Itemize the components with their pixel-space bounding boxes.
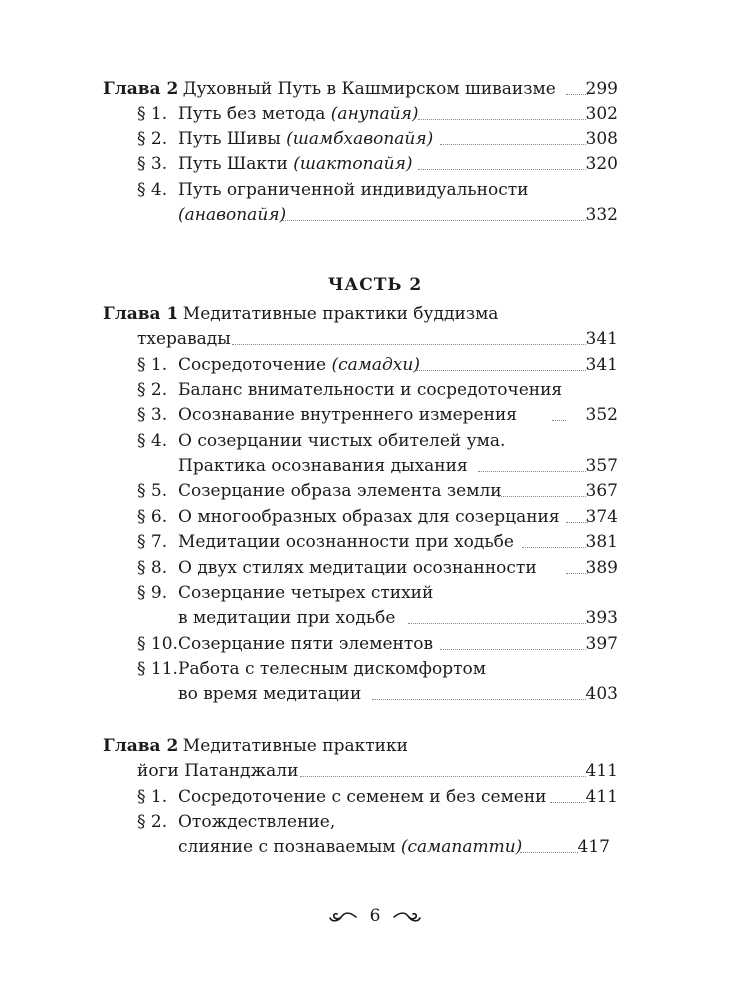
section-title: Созерцание четырех стихий [178,583,434,603]
chapter-heading-continuation [0,758,750,784]
section-number: § 8. [137,558,168,578]
section-number: § 3. [137,154,168,174]
section-entry [0,656,750,682]
section-title: в медитации при ходьбе [178,608,396,628]
section-number: § 2. [137,129,168,149]
section-number: § 4. [137,431,168,451]
section-number: § 10. [137,634,178,654]
section-entry [0,504,750,530]
section-number: § 4. [137,180,168,200]
part-title: ЧАСТЬ 2 [327,275,423,295]
section-number: § 1. [137,787,168,807]
chapter-label: Глава 1 [103,304,179,324]
page-number: 299 [585,79,618,99]
section-term: (анавопайя) [178,205,287,225]
chapter-title: тхеравады [137,329,231,349]
section-title: Путь ограниченной индивидуальности [178,180,529,200]
section-entry [0,377,750,403]
page-number: 389 [585,558,618,578]
section-term: (анупайя) [330,104,419,124]
section-title: О созерцании чистых обителей ума. [178,431,506,451]
section-title: Осознавание внутреннего измерения [178,405,517,425]
chapter-title: . Медитативные практики [172,736,408,756]
page-number: 302 [585,104,618,124]
dot-leader [282,220,586,221]
dot-leader [300,776,586,777]
page-number: 393 [585,608,618,628]
section-entry [0,580,750,606]
section-number: § 9. [137,583,168,603]
section-title: Медитации осознанности при ходьбе [178,532,514,552]
section-number: § 7. [137,532,168,552]
section-term: (самапатти) [400,837,523,857]
section-entry-continuation [0,453,750,479]
chapter-heading-continuation [0,326,750,352]
section-title: слияние с познаваемым (самапатти) [178,837,523,857]
section-term: (шактопайя) [293,154,413,174]
chapter-heading [0,733,750,759]
page-number: 6 [369,906,381,926]
section-entry [0,809,750,835]
page-number: 411 [585,787,618,807]
page-number: 374 [585,507,618,527]
section-title: Сосредоточение с семенем и без семени [178,787,547,807]
page-number: 411 [585,761,618,781]
section-entry-continuation [0,834,750,860]
page-number: 320 [585,154,618,174]
dot-leader [232,344,586,345]
right-ornament-icon [392,910,422,924]
page-number: 308 [585,129,618,149]
page-number: 417 [577,837,610,857]
section-title: Путь без метода (анупайя) [178,104,419,124]
page-number: 367 [585,481,618,501]
page-number: 352 [585,405,618,425]
section-number: § 3. [137,405,168,425]
folio [0,903,750,929]
section-number: § 5. [137,481,168,501]
section-title: Созерцание пяти элементов [178,634,434,654]
section-title: О многообразных образах для созерцания [178,507,560,527]
section-entry-continuation [0,605,750,631]
section-title: Сосредоточение (самадхи) [178,355,420,375]
section-number: § 6. [137,507,168,527]
section-number: § 2. [137,380,168,400]
section-entry [0,126,750,152]
left-ornament-icon [328,910,358,924]
page-number: 381 [585,532,618,552]
chapter-heading [0,301,750,327]
chapter-title: . Медитативные практики буддизма [172,304,499,324]
section-number: § 1. [137,355,168,375]
chapter-title: йоги Патанджали [137,761,299,781]
section-title: Практика осознавания дыхания [178,456,468,476]
section-entry [0,101,750,127]
chapter-heading [0,76,750,102]
section-entry [0,555,750,581]
section-title: во время медитации [178,684,362,704]
section-entry [0,352,750,378]
chapter-label: Глава 2 [103,79,179,99]
section-entry [0,784,750,810]
section-number: § 11. [137,659,178,679]
section-entry [0,631,750,657]
page-number: 332 [585,205,618,225]
section-entry-continuation [0,202,750,228]
page-number: 397 [585,634,618,654]
section-title: О двух стилях медитации осознанности [178,558,537,578]
section-entry-continuation [0,681,750,707]
section-number: § 1. [137,104,168,124]
section-number: § 2. [137,812,168,832]
chapter-title: . Духовный Путь в Кашмирском шиваизме [172,79,556,99]
section-title: Путь Шакти (шактопайя) [178,154,413,174]
section-title: Баланс внимательности и сосредоточения [178,380,563,400]
section-title: Работа с телесным дискомфортом [178,659,486,679]
dot-leader [372,699,586,700]
section-term: (самадхи) [331,355,420,375]
page-number: 341 [585,329,618,349]
section-entry [0,177,750,203]
page-number: 357 [585,456,618,476]
section-title: Отождествление, [178,812,336,832]
chapter-label: Глава 2 [103,736,179,756]
section-entry [0,529,750,555]
section-entry [0,402,750,428]
page-number: 341 [585,355,618,375]
section-entry [0,428,750,454]
section-title: Созерцание образа элемента земли [178,481,502,501]
page-number: 403 [585,684,618,704]
section-entry [0,478,750,504]
section-term: (шамбхавопайя) [286,129,434,149]
section-title: Путь Шивы (шамбхавопайя) [178,129,434,149]
section-entry [0,151,750,177]
